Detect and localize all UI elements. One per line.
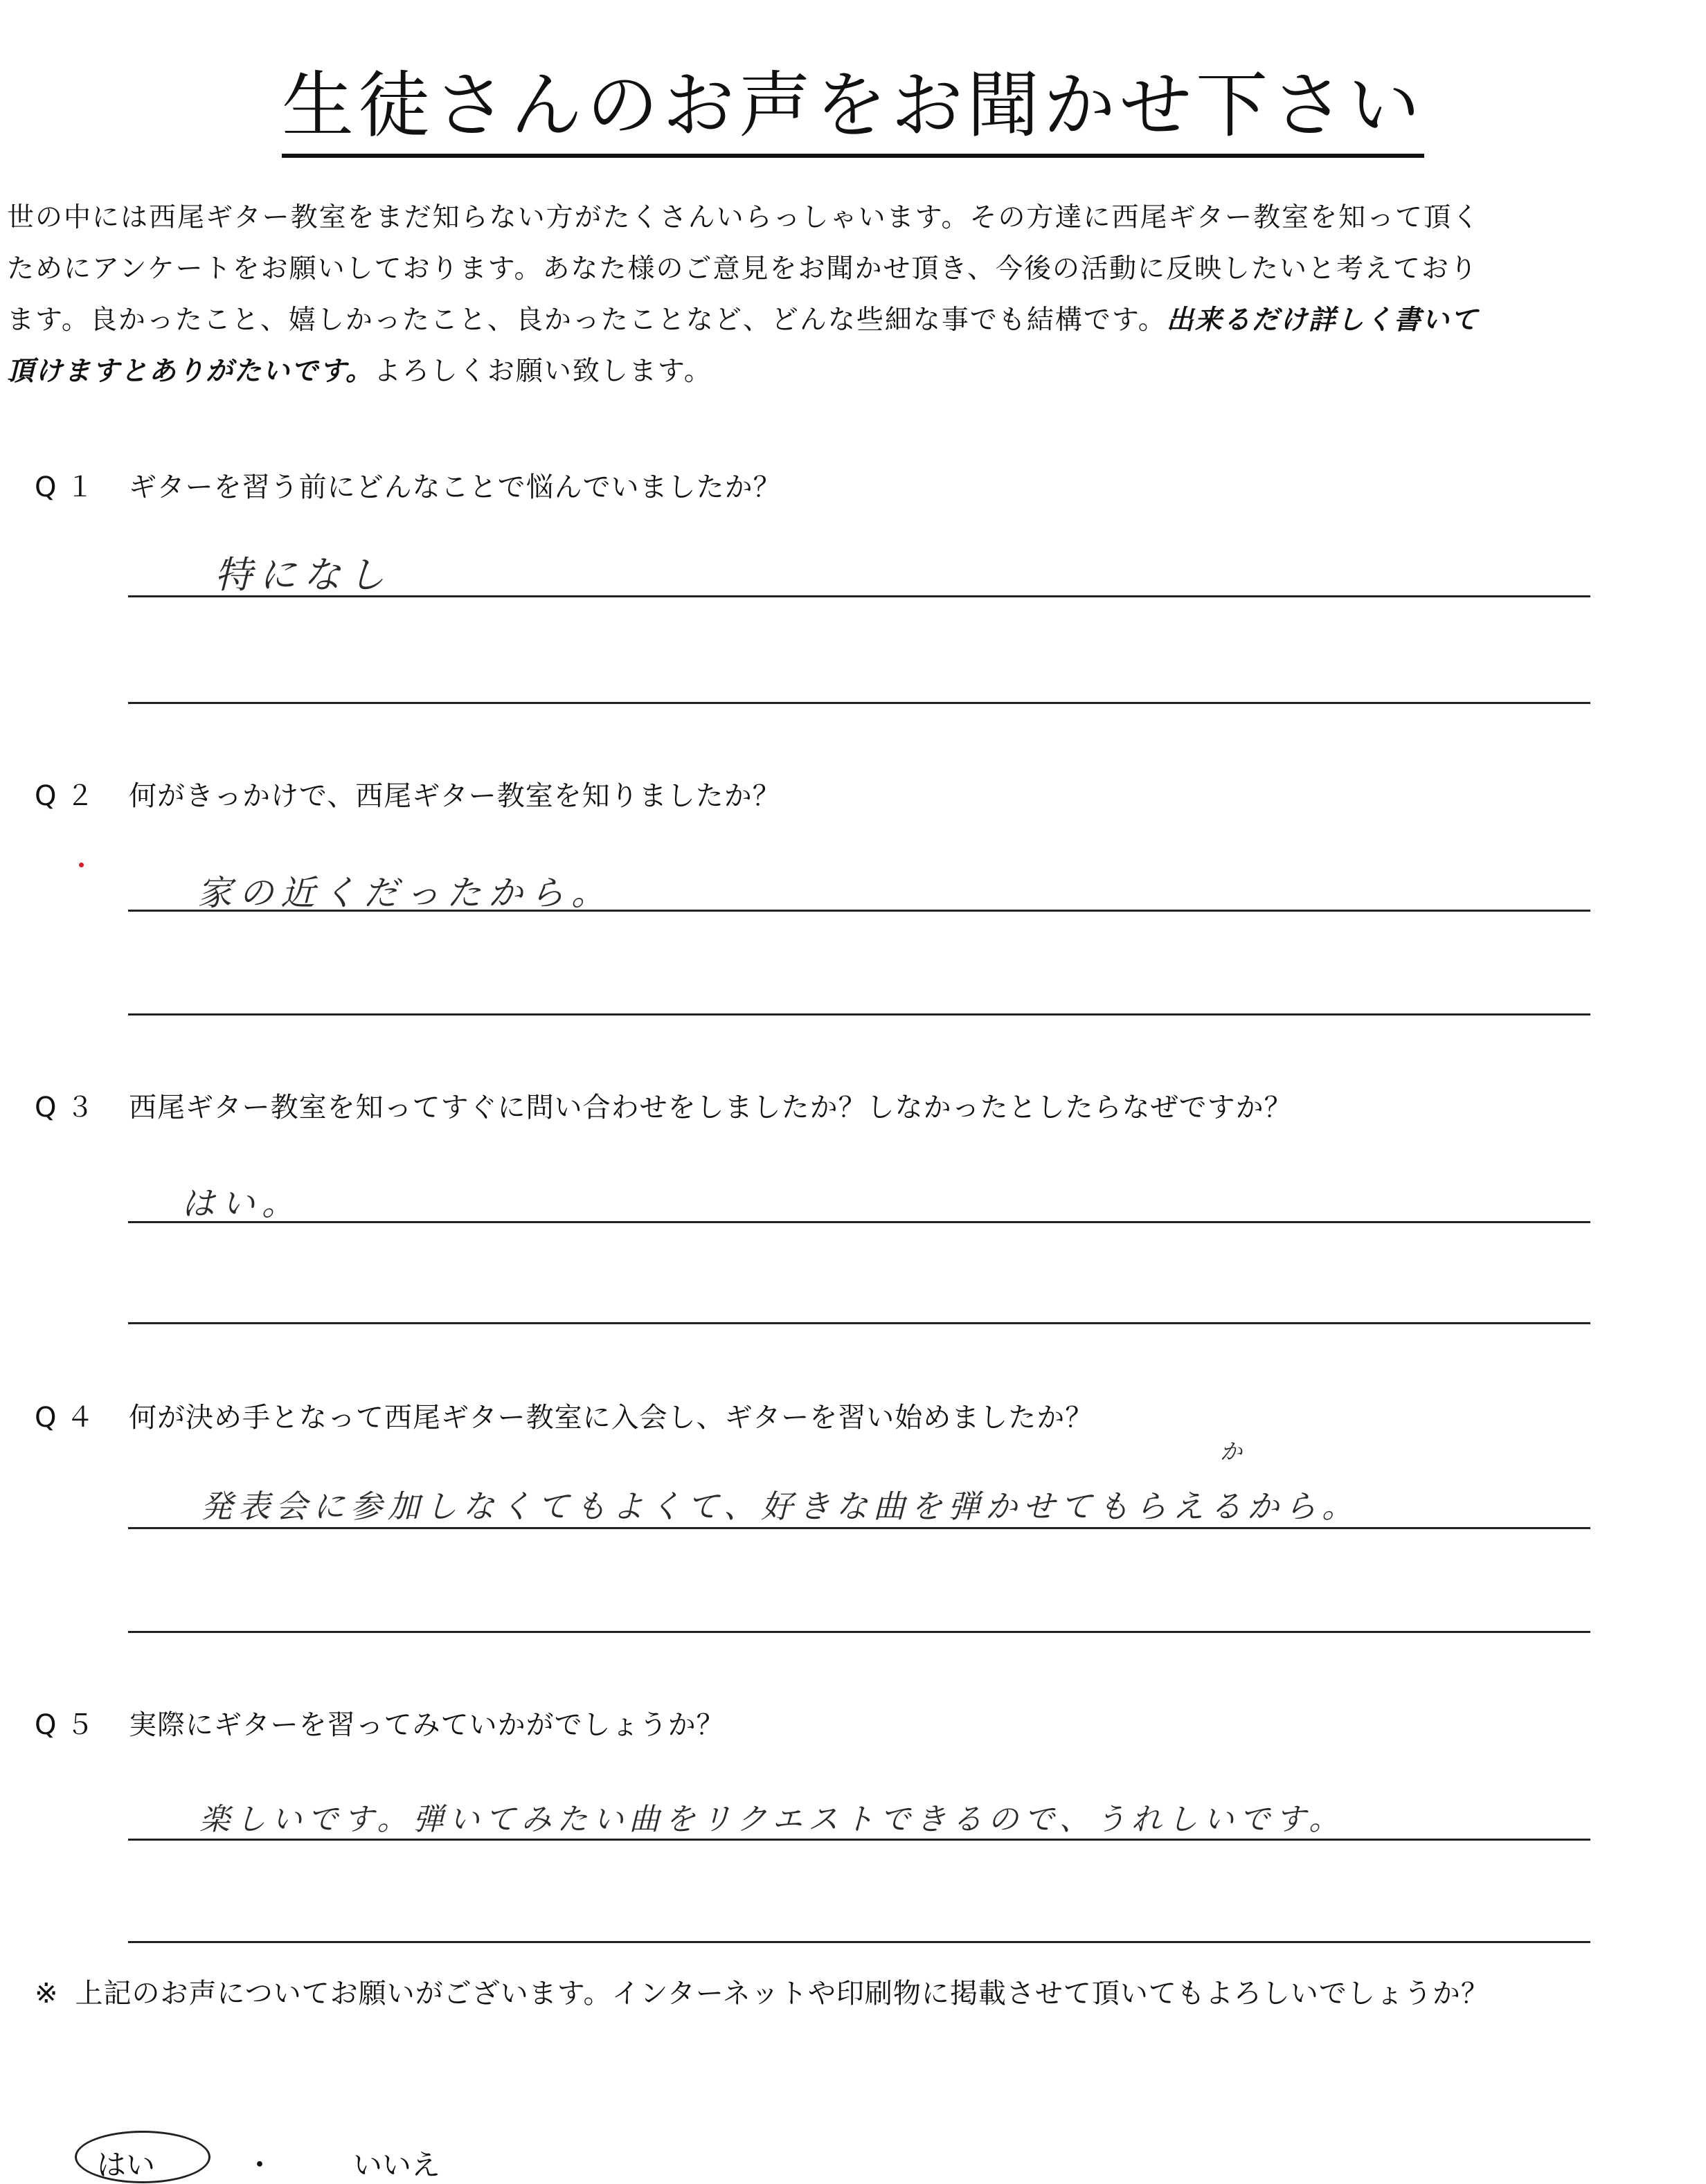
answer-line[interactable] [128, 1631, 1590, 1633]
publication-consent-note [35, 1971, 1489, 2011]
handwritten-answer: 特になし [215, 553, 392, 597]
handwritten-answer: はい。 [181, 1184, 303, 1223]
intro-text: よろしくお願い致します。 [373, 356, 712, 387]
question-text: 何がきっかけで、西尾ギター教室を知りましたか？ [129, 780, 781, 812]
answer-line[interactable] [128, 1221, 1590, 1223]
page-title [0, 63, 1706, 158]
answer-line[interactable] [128, 1839, 1590, 1841]
question-label: Q５ [35, 1709, 104, 1741]
question-label: Q１ [35, 471, 104, 503]
reference-mark: ※ [35, 1978, 59, 2010]
intro-emphasis: 頂けますとありがたいです。 [7, 356, 374, 387]
question-label: Q２ [35, 780, 104, 812]
intro-line: 世の中には西尾ギター教室をまだ知らない方がたくさんいらっしゃいます。その方達に西尾ギター教室を知って頂く [7, 202, 1481, 233]
intro-line [7, 346, 1682, 397]
red-mark [79, 863, 84, 867]
handwritten-insertion: か [1220, 1438, 1243, 1465]
consent-yes-option[interactable]: はい [97, 2148, 156, 2182]
answer-line[interactable] [128, 910, 1590, 912]
question-text: 何が決め手となって西尾ギター教室に入会し、ギターを習い始めましたか？ [129, 1402, 1094, 1434]
note-text: 上記のお声についてお願いがございます。インターネットや印刷物に掲載させて頂いてもよろしいでしょうか？ [75, 1978, 1489, 2010]
answer-line[interactable] [128, 702, 1590, 704]
intro-emphasis: 出来るだけ詳しく書いて [1166, 305, 1479, 336]
answer-line[interactable] [128, 1941, 1590, 1943]
answer-line[interactable] [128, 1527, 1590, 1529]
question-label: Q３ [35, 1092, 104, 1123]
question-text: ギターを習う前にどんなことで悩んでいましたか？ [129, 471, 782, 503]
question-text: 西尾ギター教室を知ってすぐに問い合わせをしましたか？しなかったとしたらなぜですか？ [129, 1092, 1293, 1123]
page-title-text: 生徒さんのお声をお聞かせ下さい [282, 69, 1424, 158]
question-text: 実際にギターを習ってみていかがでしょうか？ [129, 1709, 725, 1741]
question-label: Q４ [35, 1402, 104, 1434]
consent-no-option[interactable]: いいえ [353, 2148, 441, 2182]
handwritten-answer: 楽しいです。弾いてみたい曲をリクエストできるので、うれしいです。 [199, 1802, 1345, 1837]
answer-line[interactable] [128, 595, 1590, 597]
answer-line[interactable] [128, 1322, 1590, 1324]
consent-separator: ・ [245, 2148, 275, 2182]
intro-text: ます。良かったこと、嬉しかったこと、良かったことなど、どんな些細な事でも結構です。 [7, 305, 1167, 336]
handwritten-answer: 家の近くだったから。 [197, 873, 613, 913]
handwritten-answer: 発表会に参加しなくてもよくて、好きな曲を弾かせてもらえるから。 [201, 1488, 1360, 1525]
intro-paragraph [7, 192, 1682, 397]
answer-line[interactable] [128, 1013, 1590, 1016]
intro-line [7, 295, 1682, 346]
intro-line: ためにアンケートをお願いしております。あなた様のご意見をお聞かせ頂き、今後の活動に反映したいと考えており [7, 253, 1478, 285]
